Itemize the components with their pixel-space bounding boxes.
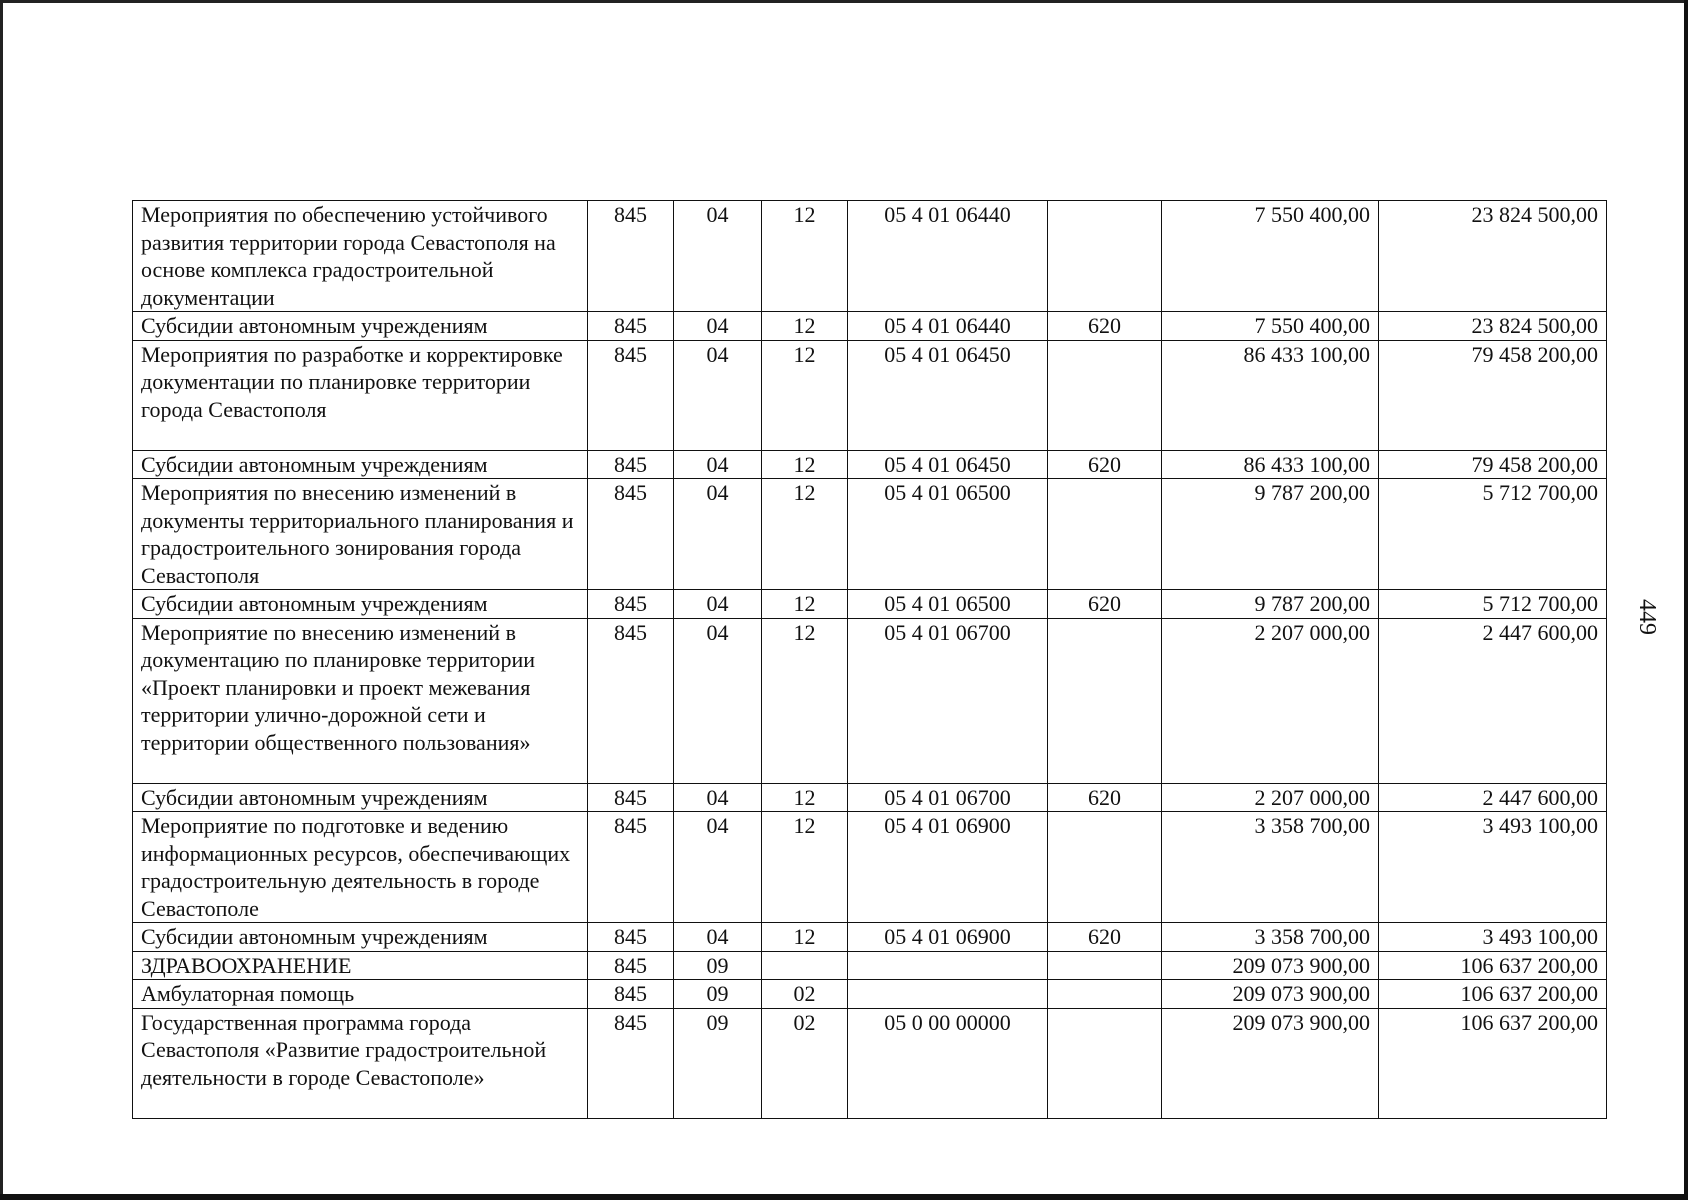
item-name: Мероприятие по подготовке и ведению информационных ресурсов, обеспечивающих градостроительную деятельность в городе Севастополе — [133, 812, 588, 923]
item-name: Мероприятия по внесению изменений в документы территориального планирования и градостроительного зонирования города Севастополя — [133, 479, 588, 590]
table-row — [133, 1008, 1607, 1118]
subsection-code: 12 — [762, 618, 848, 783]
target-article-code: 05 4 01 06440 — [848, 201, 1048, 312]
amount-year-1: 9 787 200,00 — [1162, 479, 1379, 590]
grbs-code: 845 — [588, 783, 674, 812]
item-name: Субсидии автономным учреждениям — [133, 450, 588, 479]
expense-type-code: 620 — [1048, 590, 1162, 619]
section-code: 04 — [674, 479, 762, 590]
scan-border-right — [1684, 0, 1688, 1200]
expense-type-code — [1048, 980, 1162, 1009]
expense-type-code — [1048, 1008, 1162, 1118]
section-code: 04 — [674, 450, 762, 479]
table-row — [133, 312, 1607, 341]
item-name: Мероприятия по разработке и корректировке документации по планировке территории города Севастополя — [133, 340, 588, 450]
grbs-code: 845 — [588, 923, 674, 952]
section-code: 09 — [674, 951, 762, 980]
grbs-code: 845 — [588, 1008, 674, 1118]
target-article-code: 05 4 01 06900 — [848, 812, 1048, 923]
grbs-code: 845 — [588, 340, 674, 450]
item-name: Мероприятие по внесению изменений в документацию по планировке территории «Проект планировки и проект межевания территории улично-дорожной сети и территории общественного пользования» — [133, 618, 588, 783]
amount-year-2: 3 493 100,00 — [1379, 923, 1607, 952]
section-code: 04 — [674, 812, 762, 923]
subsection-code: 12 — [762, 923, 848, 952]
budget-table — [132, 200, 1607, 1119]
amount-year-2: 5 712 700,00 — [1379, 590, 1607, 619]
amount-year-2: 5 712 700,00 — [1379, 479, 1607, 590]
table-row — [133, 590, 1607, 619]
grbs-code: 845 — [588, 450, 674, 479]
target-article-code: 05 4 01 06700 — [848, 618, 1048, 783]
item-name: Субсидии автономным учреждениям — [133, 312, 588, 341]
amount-year-1: 3 358 700,00 — [1162, 923, 1379, 952]
amount-year-2: 2 447 600,00 — [1379, 783, 1607, 812]
amount-year-2: 23 824 500,00 — [1379, 312, 1607, 341]
amount-year-1: 9 787 200,00 — [1162, 590, 1379, 619]
subsection-code: 12 — [762, 340, 848, 450]
expense-type-code — [1048, 340, 1162, 450]
item-name: Субсидии автономным учреждениям — [133, 590, 588, 619]
table-row — [133, 923, 1607, 952]
amount-year-1: 3 358 700,00 — [1162, 812, 1379, 923]
amount-year-1: 7 550 400,00 — [1162, 201, 1379, 312]
item-name: Амбулаторная помощь — [133, 980, 588, 1009]
target-article-code: 05 4 01 06440 — [848, 312, 1048, 341]
item-name: Субсидии автономным учреждениям — [133, 783, 588, 812]
section-code: 04 — [674, 201, 762, 312]
target-article-code: 05 4 01 06450 — [848, 340, 1048, 450]
page-number: 449 — [1634, 599, 1660, 635]
grbs-code: 845 — [588, 479, 674, 590]
table-row — [133, 340, 1607, 450]
target-article-code: 05 4 01 06900 — [848, 923, 1048, 952]
expense-type-code: 620 — [1048, 450, 1162, 479]
target-article-code: 05 4 01 06450 — [848, 450, 1048, 479]
item-name: Мероприятия по обеспечению устойчивого развития территории города Севастополя на основе комплекса градостроительной документации — [133, 201, 588, 312]
target-article-code: 05 4 01 06500 — [848, 590, 1048, 619]
section-code: 04 — [674, 783, 762, 812]
expense-type-code — [1048, 951, 1162, 980]
grbs-code: 845 — [588, 980, 674, 1009]
table-row — [133, 951, 1607, 980]
section-code: 04 — [674, 618, 762, 783]
section-code: 04 — [674, 312, 762, 341]
subsection-code: 02 — [762, 980, 848, 1009]
amount-year-2: 79 458 200,00 — [1379, 340, 1607, 450]
expense-type-code — [1048, 812, 1162, 923]
amount-year-2: 3 493 100,00 — [1379, 812, 1607, 923]
amount-year-2: 23 824 500,00 — [1379, 201, 1607, 312]
scan-border-left — [0, 0, 3, 1200]
amount-year-1: 2 207 000,00 — [1162, 783, 1379, 812]
expense-type-code: 620 — [1048, 312, 1162, 341]
amount-year-2: 2 447 600,00 — [1379, 618, 1607, 783]
item-name: ЗДРАВООХРАНЕНИЕ — [133, 951, 588, 980]
target-article-code: 05 0 00 00000 — [848, 1008, 1048, 1118]
section-code: 04 — [674, 340, 762, 450]
subsection-code: 12 — [762, 312, 848, 341]
subsection-code: 12 — [762, 783, 848, 812]
expense-type-code — [1048, 201, 1162, 312]
grbs-code: 845 — [588, 951, 674, 980]
grbs-code: 845 — [588, 618, 674, 783]
grbs-code: 845 — [588, 312, 674, 341]
amount-year-1: 86 433 100,00 — [1162, 340, 1379, 450]
subsection-code: 12 — [762, 590, 848, 619]
subsection-code: 12 — [762, 450, 848, 479]
amount-year-2: 106 637 200,00 — [1379, 951, 1607, 980]
subsection-code: 02 — [762, 1008, 848, 1118]
table-row — [133, 479, 1607, 590]
target-article-code — [848, 951, 1048, 980]
amount-year-1: 7 550 400,00 — [1162, 312, 1379, 341]
amount-year-2: 79 458 200,00 — [1379, 450, 1607, 479]
amount-year-1: 86 433 100,00 — [1162, 450, 1379, 479]
amount-year-1: 209 073 900,00 — [1162, 951, 1379, 980]
expense-type-code — [1048, 618, 1162, 783]
section-code: 09 — [674, 980, 762, 1009]
table-row — [133, 980, 1607, 1009]
grbs-code: 845 — [588, 201, 674, 312]
item-name: Государственная программа города Севастополя «Развитие градостроительной деятельности в городе Севастополе» — [133, 1008, 588, 1118]
amount-year-2: 106 637 200,00 — [1379, 1008, 1607, 1118]
subsection-code: 12 — [762, 812, 848, 923]
scan-border-top — [0, 0, 1688, 3]
table-row — [133, 450, 1607, 479]
table-row — [133, 201, 1607, 312]
subsection-code: 12 — [762, 479, 848, 590]
amount-year-1: 209 073 900,00 — [1162, 980, 1379, 1009]
target-article-code: 05 4 01 06500 — [848, 479, 1048, 590]
amount-year-1: 209 073 900,00 — [1162, 1008, 1379, 1118]
grbs-code: 845 — [588, 590, 674, 619]
section-code: 04 — [674, 590, 762, 619]
scan-border-bottom — [0, 1194, 1688, 1200]
item-name: Субсидии автономным учреждениям — [133, 923, 588, 952]
expense-type-code: 620 — [1048, 923, 1162, 952]
subsection-code — [762, 951, 848, 980]
expense-type-code — [1048, 479, 1162, 590]
target-article-code — [848, 980, 1048, 1009]
expense-type-code: 620 — [1048, 783, 1162, 812]
amount-year-1: 2 207 000,00 — [1162, 618, 1379, 783]
table-row — [133, 783, 1607, 812]
section-code: 09 — [674, 1008, 762, 1118]
subsection-code: 12 — [762, 201, 848, 312]
table-row — [133, 812, 1607, 923]
target-article-code: 05 4 01 06700 — [848, 783, 1048, 812]
table-row — [133, 618, 1607, 783]
section-code: 04 — [674, 923, 762, 952]
amount-year-2: 106 637 200,00 — [1379, 980, 1607, 1009]
grbs-code: 845 — [588, 812, 674, 923]
